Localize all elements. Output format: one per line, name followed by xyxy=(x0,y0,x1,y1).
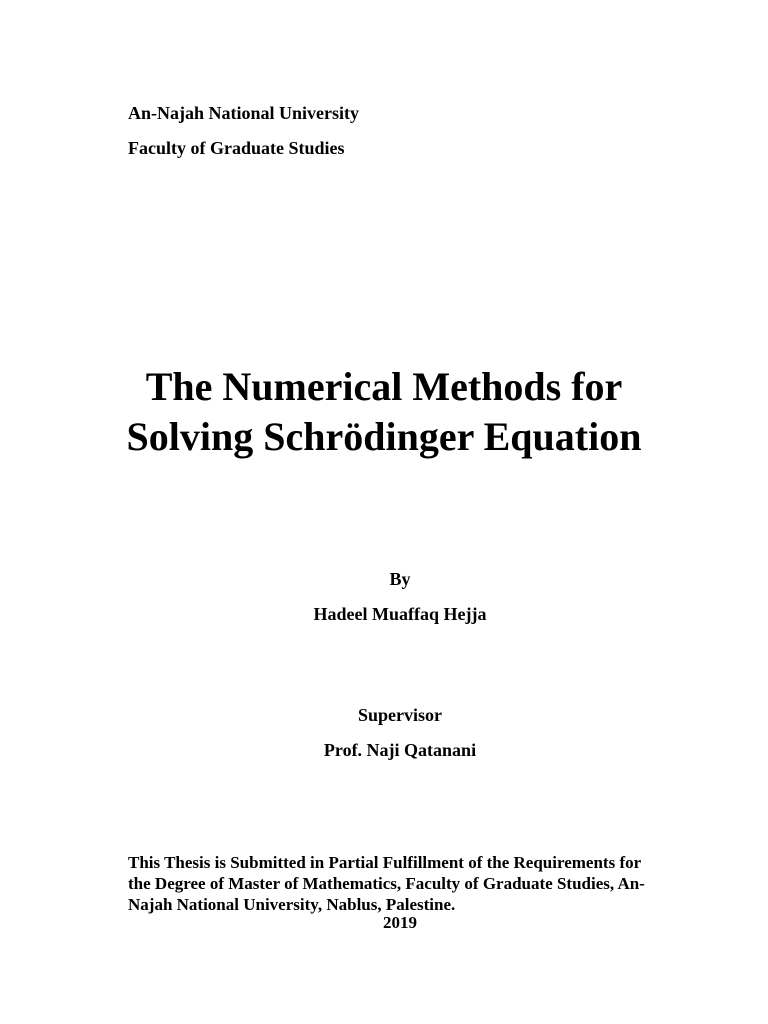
faculty-name: Faculty of Graduate Studies xyxy=(128,138,345,158)
statement-line-2: the Degree of Master of Mathematics, Faculty of Graduate Studies, An- xyxy=(128,874,645,893)
institution-header xyxy=(128,96,359,166)
supervisor-block xyxy=(0,698,768,768)
statement-line-3: Najah National University, Nablus, Palestine. xyxy=(128,895,456,914)
submission-statement xyxy=(128,852,678,915)
statement-line-1: This Thesis is Submitted in Partial Fulfillment of the Requirements for xyxy=(128,853,642,872)
thesis-title xyxy=(0,362,768,462)
author-name: Hadeel Muaffaq Hejja xyxy=(313,604,487,624)
submission-year: 2019 xyxy=(383,913,417,932)
author-block xyxy=(0,562,768,632)
supervisor-name: Prof. Naji Qatanani xyxy=(323,740,477,760)
thesis-title-line-1: The Numerical Methods for xyxy=(145,364,623,409)
university-name: An-Najah National University xyxy=(128,103,360,123)
supervisor-label: Supervisor xyxy=(357,705,442,725)
thesis-title-line-2: Solving Schrödinger Equation xyxy=(126,414,642,459)
by-label: By xyxy=(389,569,411,589)
